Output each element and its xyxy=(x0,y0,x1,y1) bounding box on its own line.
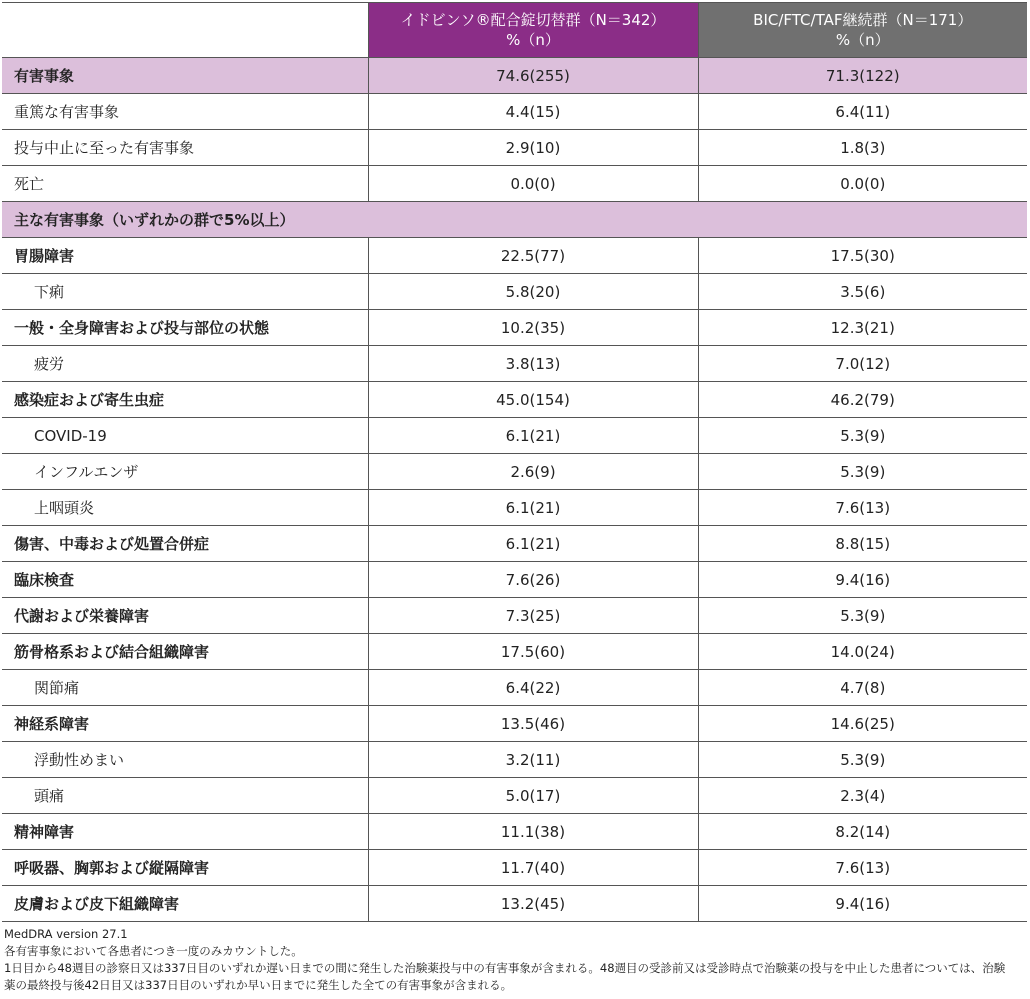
group1-value: 6.1(21) xyxy=(368,418,698,454)
group1-value: 5.0(17) xyxy=(368,778,698,814)
group1-value: 5.8(20) xyxy=(368,274,698,310)
header-group1 xyxy=(368,3,698,58)
row-label: 精神障害 xyxy=(2,814,368,850)
table-row xyxy=(2,346,1027,382)
row-label: 代謝および栄養障害 xyxy=(2,598,368,634)
table-row xyxy=(2,130,1027,166)
row-label: 投与中止に至った有害事象 xyxy=(2,130,368,166)
group2-value: 8.2(14) xyxy=(698,814,1027,850)
group1-value: 11.7(40) xyxy=(368,850,698,886)
row-label: 浮動性めまい xyxy=(2,742,368,778)
table-row xyxy=(2,490,1027,526)
group1-value: 17.5(60) xyxy=(368,634,698,670)
group2-value: 1.8(3) xyxy=(698,130,1027,166)
row-label: 呼吸器、胸郭および縦隔障害 xyxy=(2,850,368,886)
row-label: 臨床検査 xyxy=(2,562,368,598)
table-row xyxy=(2,670,1027,706)
table-row xyxy=(2,598,1027,634)
row-label: 重篤な有害事象 xyxy=(2,94,368,130)
group2-value: 8.8(15) xyxy=(698,526,1027,562)
table-row xyxy=(2,454,1027,490)
footnotes xyxy=(4,926,1014,994)
footnote: 1日目から48週目の診察日又は337日目のいずれか遅い日までの間に発生した治験薬投与中の有害事象が含まれる。48週目の受診前又は受診時点で治験薬の投与を中止した患者については、治験薬の最終投与後42日目又は337日目のいずれか早い日までに発生した全ての有害事象が含まれる。 xyxy=(4,961,1006,992)
group2-value: 3.5(6) xyxy=(698,274,1027,310)
group2-value: 7.0(12) xyxy=(698,346,1027,382)
table-row xyxy=(2,706,1027,742)
row-label: 胃腸障害 xyxy=(2,238,368,274)
row-label: 死亡 xyxy=(2,166,368,202)
group2-unit: %（n） xyxy=(835,31,890,49)
group2-value: 4.7(8) xyxy=(698,670,1027,706)
group1-value: 45.0(154) xyxy=(368,382,698,418)
group1-value: 22.5(77) xyxy=(368,238,698,274)
row-label: 上咽頭炎 xyxy=(2,490,368,526)
group2-value: 14.0(24) xyxy=(698,634,1027,670)
group2-value: 5.3(9) xyxy=(698,742,1027,778)
group1-unit: %（n） xyxy=(506,31,560,49)
group1-value: 6.4(22) xyxy=(368,670,698,706)
group2-value: 9.4(16) xyxy=(698,562,1027,598)
group1-value: 3.2(11) xyxy=(368,742,698,778)
group1-value: 7.6(26) xyxy=(368,562,698,598)
table-row xyxy=(2,94,1027,130)
row-label: 関節痛 xyxy=(2,670,368,706)
adverse-events-table xyxy=(2,2,1027,922)
group2-value: 6.4(11) xyxy=(698,94,1027,130)
table-row xyxy=(2,310,1027,346)
row-label: 主な有害事象（いずれかの群で5%以上） xyxy=(2,202,1027,238)
table-row xyxy=(2,742,1027,778)
group2-label: BIC/FTC/TAF継続群（N＝171） xyxy=(753,11,973,29)
table-header xyxy=(2,3,1027,58)
group1-value: 7.3(25) xyxy=(368,598,698,634)
table-row xyxy=(2,58,1027,94)
group1-value: 2.9(10) xyxy=(368,130,698,166)
group1-value: 0.0(0) xyxy=(368,166,698,202)
group1-value: 10.2(35) xyxy=(368,310,698,346)
group2-value: 46.2(79) xyxy=(698,382,1027,418)
table-row xyxy=(2,886,1027,922)
table-row xyxy=(2,382,1027,418)
group1-value: 13.5(46) xyxy=(368,706,698,742)
footnote: 各有害事象において各患者につき一度のみカウントした。 xyxy=(4,944,303,958)
row-label: 皮膚および皮下組織障害 xyxy=(2,886,368,922)
table-row xyxy=(2,166,1027,202)
group2-value: 0.0(0) xyxy=(698,166,1027,202)
table-row xyxy=(2,238,1027,274)
group2-value: 71.3(122) xyxy=(698,58,1027,94)
row-label: 神経系障害 xyxy=(2,706,368,742)
row-label: 頭痛 xyxy=(2,778,368,814)
table-row xyxy=(2,778,1027,814)
group1-label: イドビンソ®配合錠切替群（N＝342） xyxy=(400,11,666,29)
table-row xyxy=(2,202,1027,238)
group1-value: 74.6(255) xyxy=(368,58,698,94)
group2-value: 2.3(4) xyxy=(698,778,1027,814)
group1-value: 13.2(45) xyxy=(368,886,698,922)
table-row xyxy=(2,634,1027,670)
table-row xyxy=(2,850,1027,886)
row-label: インフルエンザ xyxy=(2,454,368,490)
group1-value: 4.4(15) xyxy=(368,94,698,130)
group1-value: 3.8(13) xyxy=(368,346,698,382)
row-label: 感染症および寄生虫症 xyxy=(2,382,368,418)
group1-value: 11.1(38) xyxy=(368,814,698,850)
group1-value: 2.6(9) xyxy=(368,454,698,490)
footnote: MedDRA version 27.1 xyxy=(4,927,128,941)
table-row xyxy=(2,562,1027,598)
row-label: 筋骨格系および結合組織障害 xyxy=(2,634,368,670)
header-blank xyxy=(2,3,368,58)
group2-value: 7.6(13) xyxy=(698,490,1027,526)
group2-value: 5.3(9) xyxy=(698,454,1027,490)
group2-value: 12.3(21) xyxy=(698,310,1027,346)
table-row xyxy=(2,418,1027,454)
row-label: 有害事象 xyxy=(2,58,368,94)
row-label: 傷害、中毒および処置合併症 xyxy=(2,526,368,562)
table-row xyxy=(2,274,1027,310)
group1-value: 6.1(21) xyxy=(368,526,698,562)
group2-value: 7.6(13) xyxy=(698,850,1027,886)
group2-value: 5.3(9) xyxy=(698,418,1027,454)
row-label: COVID-19 xyxy=(2,418,368,454)
row-label: 疲労 xyxy=(2,346,368,382)
group2-value: 5.3(9) xyxy=(698,598,1027,634)
row-label: 一般・全身障害および投与部位の状態 xyxy=(2,310,368,346)
row-label: 下痢 xyxy=(2,274,368,310)
header-group2 xyxy=(698,3,1027,58)
group1-value: 6.1(21) xyxy=(368,490,698,526)
table-row xyxy=(2,814,1027,850)
group2-value: 14.6(25) xyxy=(698,706,1027,742)
table-row xyxy=(2,526,1027,562)
group2-value: 17.5(30) xyxy=(698,238,1027,274)
group2-value: 9.4(16) xyxy=(698,886,1027,922)
